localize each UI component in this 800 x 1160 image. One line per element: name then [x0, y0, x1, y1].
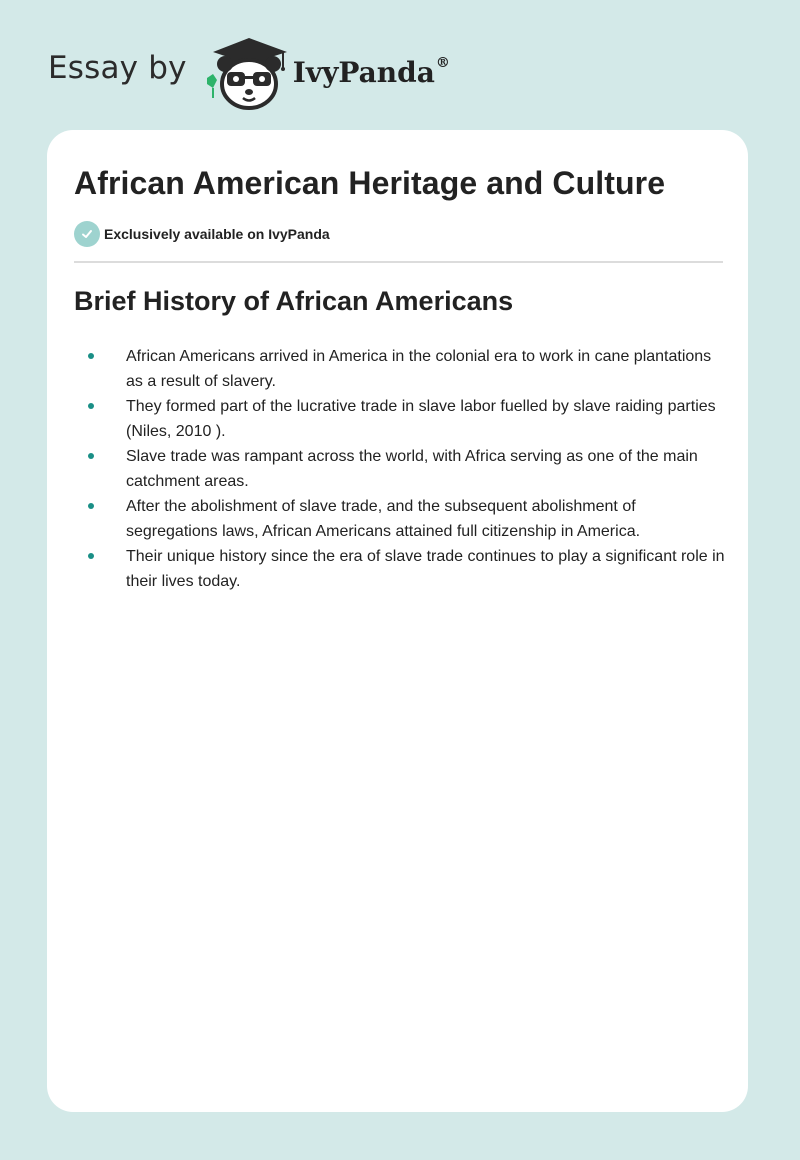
exclusive-label: Exclusively available on IvyPanda: [104, 226, 330, 242]
list-item: [126, 444, 731, 494]
list-item-text: After the abolishment of slave trade, and the subsequent abolishment of segregations laws, African Americans attained full citizenship in America.: [126, 498, 641, 540]
divider: [74, 261, 723, 263]
list-item-text: Their unique history since the era of slave trade continues to play a significant role in their lives today.: [126, 548, 725, 590]
essay-by-label: Essay by: [48, 50, 187, 86]
bullet-icon: [88, 353, 94, 359]
section-heading: Brief History of African Americans: [74, 286, 514, 316]
bullet-icon: [88, 403, 94, 409]
panda-graduate-icon[interactable]: [203, 34, 295, 110]
exclusive-badge: [74, 221, 330, 247]
bullet-icon: [88, 503, 94, 509]
essay-card: [47, 130, 748, 1112]
list-item: [126, 394, 731, 444]
bullet-icon: [88, 453, 94, 459]
list-item-text: African Americans arrived in America in the colonial era to work in cane plantations as a result of slavery.: [126, 348, 712, 390]
bullet-list: [126, 344, 731, 594]
brand-name[interactable]: IvyPanda®: [292, 55, 450, 89]
list-item-text: Slave trade was rampant across the world, with Africa serving as one of the main catchment areas.: [126, 448, 698, 490]
list-item: [126, 344, 731, 394]
list-item: [126, 494, 731, 544]
check-icon: [74, 221, 100, 247]
list-item-text: They formed part of the lucrative trade in slave labor fuelled by slave raiding parties (Niles, 2010 ).: [126, 398, 716, 440]
registered-mark: ®: [435, 55, 450, 72]
bullet-icon: [88, 553, 94, 559]
list-item: [126, 544, 731, 594]
site-header: [48, 34, 450, 110]
page-title: African American Heritage and Culture: [74, 165, 666, 201]
